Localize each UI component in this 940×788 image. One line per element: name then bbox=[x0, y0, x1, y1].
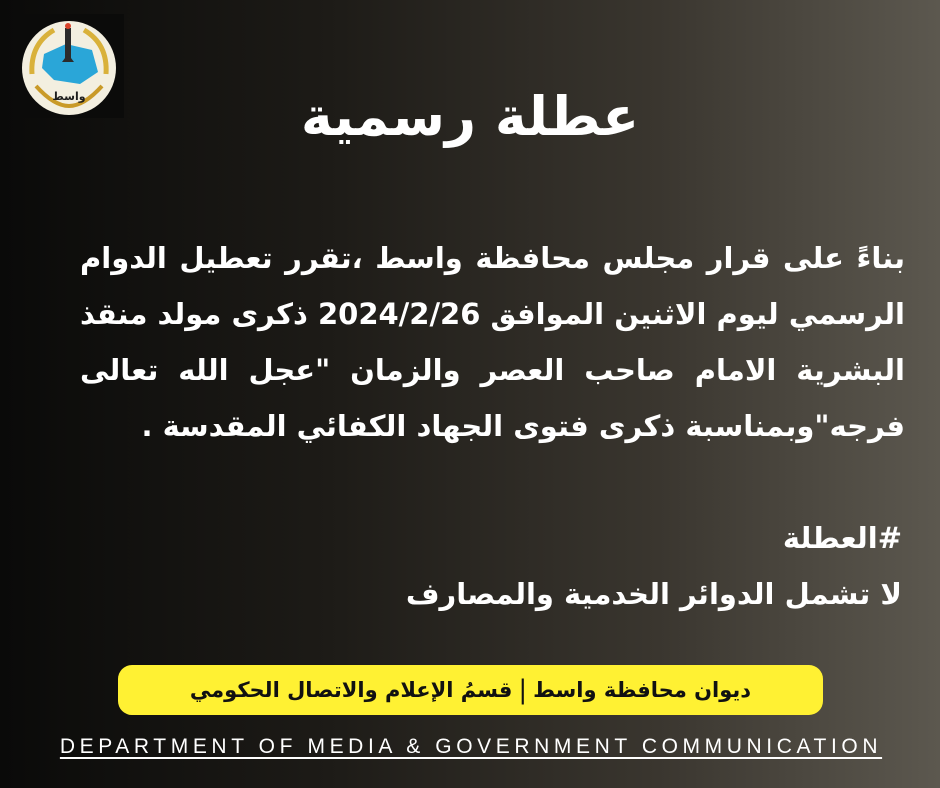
banner-department-name: قسمُ الإعلام والاتصال الحكومي bbox=[189, 678, 513, 702]
hashtag-link[interactable]: #العطلة bbox=[782, 521, 902, 555]
page-title: عطلة رسمية bbox=[300, 85, 640, 148]
announcement-body: بناءً على قرار مجلس محافظة واسط ،تقرر تعطيل الدوام الرسمي ليوم الاثنين الموافق 2024/2/26 ذكرى مولد منقذ البشرية الامام صاحب العصر والزمان "عجل الله تعالى فرجه"وبمناسبة ذكرى فتوى الجهاد الكفائي المقدسة . bbox=[80, 241, 905, 443]
logo-emblem-text: واسط bbox=[52, 90, 86, 103]
banner-office-name: ديوان محافظة واسط bbox=[533, 678, 752, 702]
banner-separator: | bbox=[518, 675, 528, 705]
department-caption: DEPARTMENT OF MEDIA & GOVERNMENT COMMUNICATION bbox=[59, 735, 883, 758]
exception-note: لا تشمل الدوائر الخدمية والمصارف bbox=[405, 577, 902, 611]
office-banner bbox=[118, 665, 823, 715]
